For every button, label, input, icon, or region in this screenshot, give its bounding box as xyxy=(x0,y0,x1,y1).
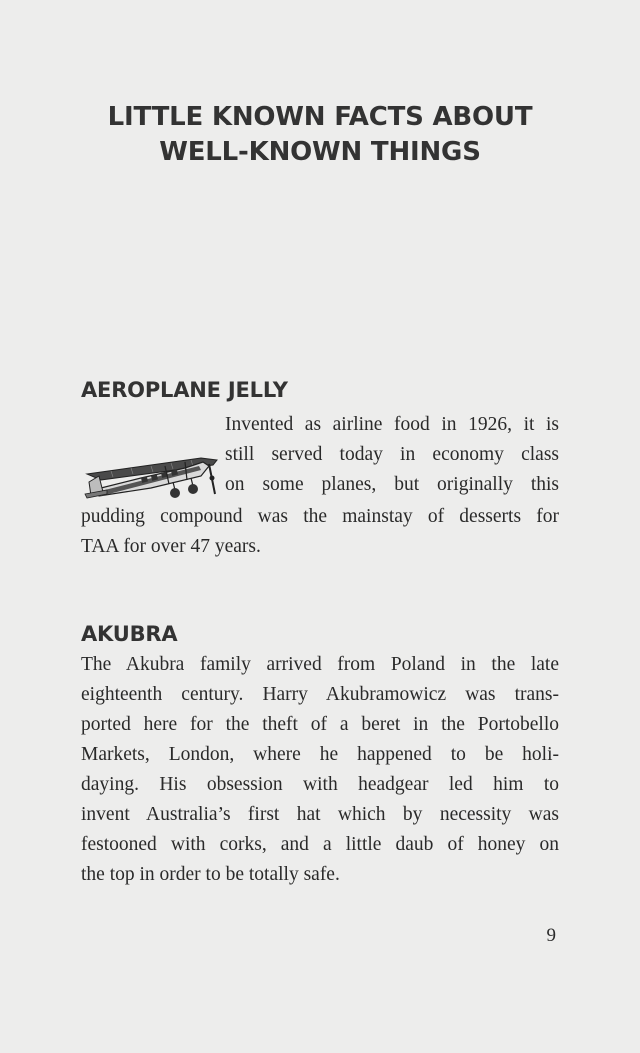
entry-heading: AKUBRA xyxy=(81,622,178,646)
entry-line: Invented as airline food in 1926, it is xyxy=(225,414,559,435)
entry-line: daying. His obsession with headgear led him to xyxy=(81,774,559,795)
entry-line: TAA for over 47 years. xyxy=(81,536,261,557)
entry-line: the top in order to be totally safe. xyxy=(81,864,340,885)
entry-line: invent Australia’s first hat which by necessity was xyxy=(81,804,559,825)
entry-line: festooned with corks, and a little daub of honey on xyxy=(81,834,559,855)
entry-akubra xyxy=(81,620,559,890)
page-title-line-1: LITTLE KNOWN FACTS ABOUT xyxy=(107,102,533,132)
entry-line: The Akubra family arrived from Poland in the late xyxy=(81,654,559,675)
page-title-line-2: WELL-KNOWN THINGS xyxy=(159,137,481,167)
entry-line: still served today in economy class xyxy=(225,444,559,465)
entry-body-below xyxy=(81,502,559,562)
page-number: 9 xyxy=(546,925,556,946)
vintage-aeroplane-icon xyxy=(81,410,225,502)
entry-line: eighteenth century. Harry Akubramowicz was trans- xyxy=(81,684,559,705)
entry-body xyxy=(81,650,559,890)
entry-line: pudding compound was the mainstay of desserts for xyxy=(81,506,559,527)
entry-aeroplane-jelly xyxy=(81,376,559,562)
entry-line: on some planes, but originally this xyxy=(225,474,559,495)
entry-line: ported here for the theft of a beret in the Portobello xyxy=(81,714,559,735)
entry-line: Markets, London, where he happened to be holi- xyxy=(81,744,559,765)
entry-body-side xyxy=(225,410,559,500)
page-title xyxy=(0,100,640,170)
entry-heading: AEROPLANE JELLY xyxy=(81,378,288,402)
